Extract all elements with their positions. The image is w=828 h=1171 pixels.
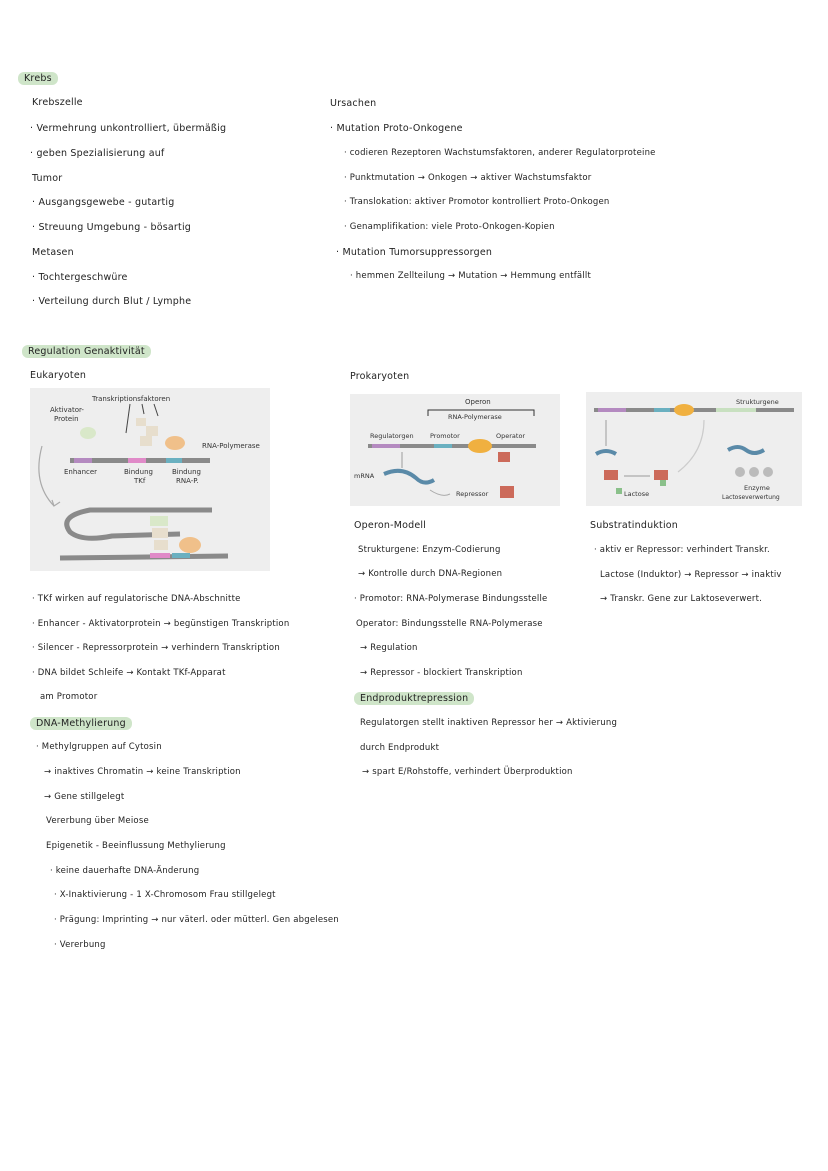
list-item: Vererbung über Meiose [46, 816, 149, 826]
list-item: → spart E/Rohstoffe, verhindert Überproduktion [362, 767, 573, 777]
regulatorgen-region [598, 408, 626, 412]
substratinduktion-heading: Substratinduktion [590, 520, 679, 531]
substrate-induction-diagram [586, 392, 802, 506]
arrow [430, 490, 450, 495]
aktivator-label: Aktivator- [50, 406, 84, 414]
list-item: Lactose (Induktor) → Repressor → inaktiv [600, 570, 782, 580]
enzyme-icon [763, 467, 773, 477]
rna-pol-label: RNA-Polymerase [202, 442, 260, 450]
list-item: → Kontrolle durch DNA-Regionen [358, 569, 503, 579]
list-item: durch Endprodukt [360, 743, 440, 753]
list-item: · Ausgangsgewebe - gutartig [32, 197, 175, 208]
tf-protein-icon [152, 528, 168, 538]
operon-modell-heading: Operon-Modell [354, 520, 427, 531]
list-item: · Tochtergeschwüre [32, 272, 128, 283]
mrna-label: mRNA [354, 472, 375, 480]
rna-polymerase-icon [179, 537, 201, 553]
rna-polymerase-icon [468, 439, 492, 453]
tf-protein-icon [154, 540, 168, 550]
list-item: · geben Spezialisierung auf [30, 148, 165, 159]
list-item: · Translokation: aktiver Promotor kontrolliert Proto-Onkogen [344, 197, 610, 207]
list-item: → Regulation [360, 643, 418, 653]
repressor-icon [654, 470, 668, 480]
activator-protein-icon [80, 427, 96, 439]
krebszelle-heading: Krebszelle [32, 97, 83, 108]
rna-binding-region [166, 458, 182, 463]
operon-diagram-svg [350, 394, 560, 506]
repressor-label: Repressor [456, 490, 489, 498]
list-item: · Enhancer - Aktivatorprotein → begünstigen Transkription [32, 619, 290, 629]
list-item: · Prägung: Imprinting → nur väterl. oder mütterl. Gen abgelesen [54, 915, 339, 925]
list-item: · X-Inaktivierung - 1 X-Chromosom Frau stillgelegt [54, 890, 276, 900]
list-item: · Mutation Proto-Onkogene [330, 123, 463, 134]
metastasen-heading: Metasen [32, 247, 74, 258]
substrate-induction-diagram-svg [586, 392, 802, 506]
activator-protein-icon [150, 516, 168, 526]
list-item: Regulatorgen stellt inaktiven Repressor her → Aktivierung [360, 718, 618, 728]
list-item: · Mutation Tumorsuppressorgen [336, 247, 493, 258]
list-item: Epigenetik - Beeinflussung Methylierung [46, 841, 226, 851]
lactose-label: Lactose [624, 490, 650, 498]
tf-protein-icon [140, 436, 152, 446]
list-item: · Streuung Umgebung - bösartig [32, 222, 192, 233]
arrow [39, 446, 54, 506]
tf-binding-region [128, 458, 146, 463]
tf-protein-icon [146, 426, 158, 436]
list-item: am Promotor [40, 692, 98, 702]
list-item: → Gene stillgelegt [44, 792, 125, 802]
lactose-icon [616, 488, 622, 494]
section-title-regulation: Regulation Genaktivität [22, 345, 151, 358]
repressor-icon [604, 470, 618, 480]
promotor-label: Promotor [430, 432, 460, 440]
list-item: · Verteilung durch Blut / Lymphe [32, 296, 192, 307]
list-item: · Silencer - Repressorprotein → verhindern Transkription [32, 643, 280, 653]
list-item: Strukturgene: Enzym-Codierung [358, 545, 501, 555]
regulatorgen-region [372, 444, 400, 448]
enzyme-icon [749, 467, 759, 477]
eukaryote-diagram-svg [30, 388, 270, 571]
pointer-line [142, 404, 144, 414]
arrow-head [52, 500, 60, 506]
pointer-line [154, 404, 158, 416]
list-item: · Promotor: RNA-Polymerase Bindungsstelle [354, 594, 548, 604]
bindung-tf-label: Bindung [124, 468, 153, 476]
regulatorgen-label: Regulatorgen [370, 432, 414, 440]
tf-protein-icon [136, 418, 146, 426]
list-item: · Vermehrung unkontrolliert, übermäßig [30, 123, 227, 134]
list-item: · keine dauerhafte DNA-Änderung [50, 866, 200, 876]
enzyme-label: Enzyme [744, 484, 770, 492]
operon-label: Operon [465, 398, 491, 406]
rna-polymerase-icon [165, 436, 185, 450]
mrna-strand [384, 471, 434, 483]
rna-polymerase-icon [674, 404, 694, 416]
list-item: · DNA bildet Schleife → Kontakt TKf-Apparat [32, 668, 226, 678]
list-item: · hemmen Zellteilung → Mutation → Hemmung entfällt [350, 271, 591, 281]
list-item: → inaktives Chromatin → keine Transkription [44, 767, 241, 777]
list-item: · codieren Rezeptoren Wachstumsfaktoren, anderer Regulatorproteine [344, 148, 656, 158]
list-item: · aktiv er Repressor: verhindert Transkr. [594, 545, 770, 555]
enzyme-icon [735, 467, 745, 477]
list-item: · Genamplifikation: viele Proto-Onkogen-Kopien [344, 222, 555, 232]
operon-diagram [350, 394, 560, 506]
mrna-strand [728, 447, 764, 453]
list-item: → Transkr. Gene zur Laktoseverwert. [600, 594, 763, 604]
strukturgene-region [716, 408, 756, 412]
promotor-region [434, 444, 452, 448]
pointer-line [126, 404, 130, 433]
dna-strand-bottom [60, 556, 228, 558]
operator-label: Operator [496, 432, 526, 440]
enhancer-label: Enhancer [64, 468, 98, 476]
repressor-icon [498, 452, 510, 462]
mrna-strand [596, 451, 616, 454]
enzyme-label-2: Lactoseverwertung [722, 494, 780, 501]
arrow [678, 420, 704, 472]
list-item: Operator: Bindungsstelle RNA-Polymerase [356, 619, 543, 629]
endprodukt-heading: Endproduktrepression [354, 692, 474, 705]
lactose-icon [660, 480, 666, 486]
bindung-tf-label-2: TKf [134, 477, 146, 485]
bindung-rna-label-2: RNA-P. [176, 477, 199, 485]
tumor-heading: Tumor [32, 173, 63, 184]
list-item: · Methylgruppen auf Cytosin [36, 742, 162, 752]
promotor-region [654, 408, 670, 412]
list-item: · TKf wirken auf regulatorische DNA-Abschnitte [32, 594, 241, 604]
methylierung-heading: DNA-Methylierung [30, 717, 132, 730]
eukaryote-diagram [30, 388, 270, 571]
enhancer-region [74, 458, 92, 463]
operon-rna-pol-label: RNA-Polymerase [448, 413, 502, 421]
section-title-krebs: Krebs [18, 72, 58, 85]
list-item: · Vererbung [54, 940, 106, 950]
strukturgene-label: Strukturgene [736, 398, 779, 406]
list-item: · Punktmutation → Onkogen → aktiver Wachstumsfaktor [344, 173, 592, 183]
repressor-icon [500, 486, 514, 498]
ursachen-heading: Ursachen [330, 98, 377, 109]
aktivator-label-2: Protein [54, 415, 79, 423]
list-item: → Repressor - blockiert Transkription [360, 668, 523, 678]
bindung-rna-label: Bindung [172, 468, 201, 476]
rna-binding-region [172, 553, 190, 558]
tf-binding-region [150, 553, 170, 558]
prokaryoten-heading: Prokaryoten [350, 371, 410, 382]
eukaryoten-heading: Eukaryoten [30, 370, 87, 381]
tf-label: Transkriptionsfaktoren [92, 395, 171, 403]
dna-loop [67, 510, 212, 538]
